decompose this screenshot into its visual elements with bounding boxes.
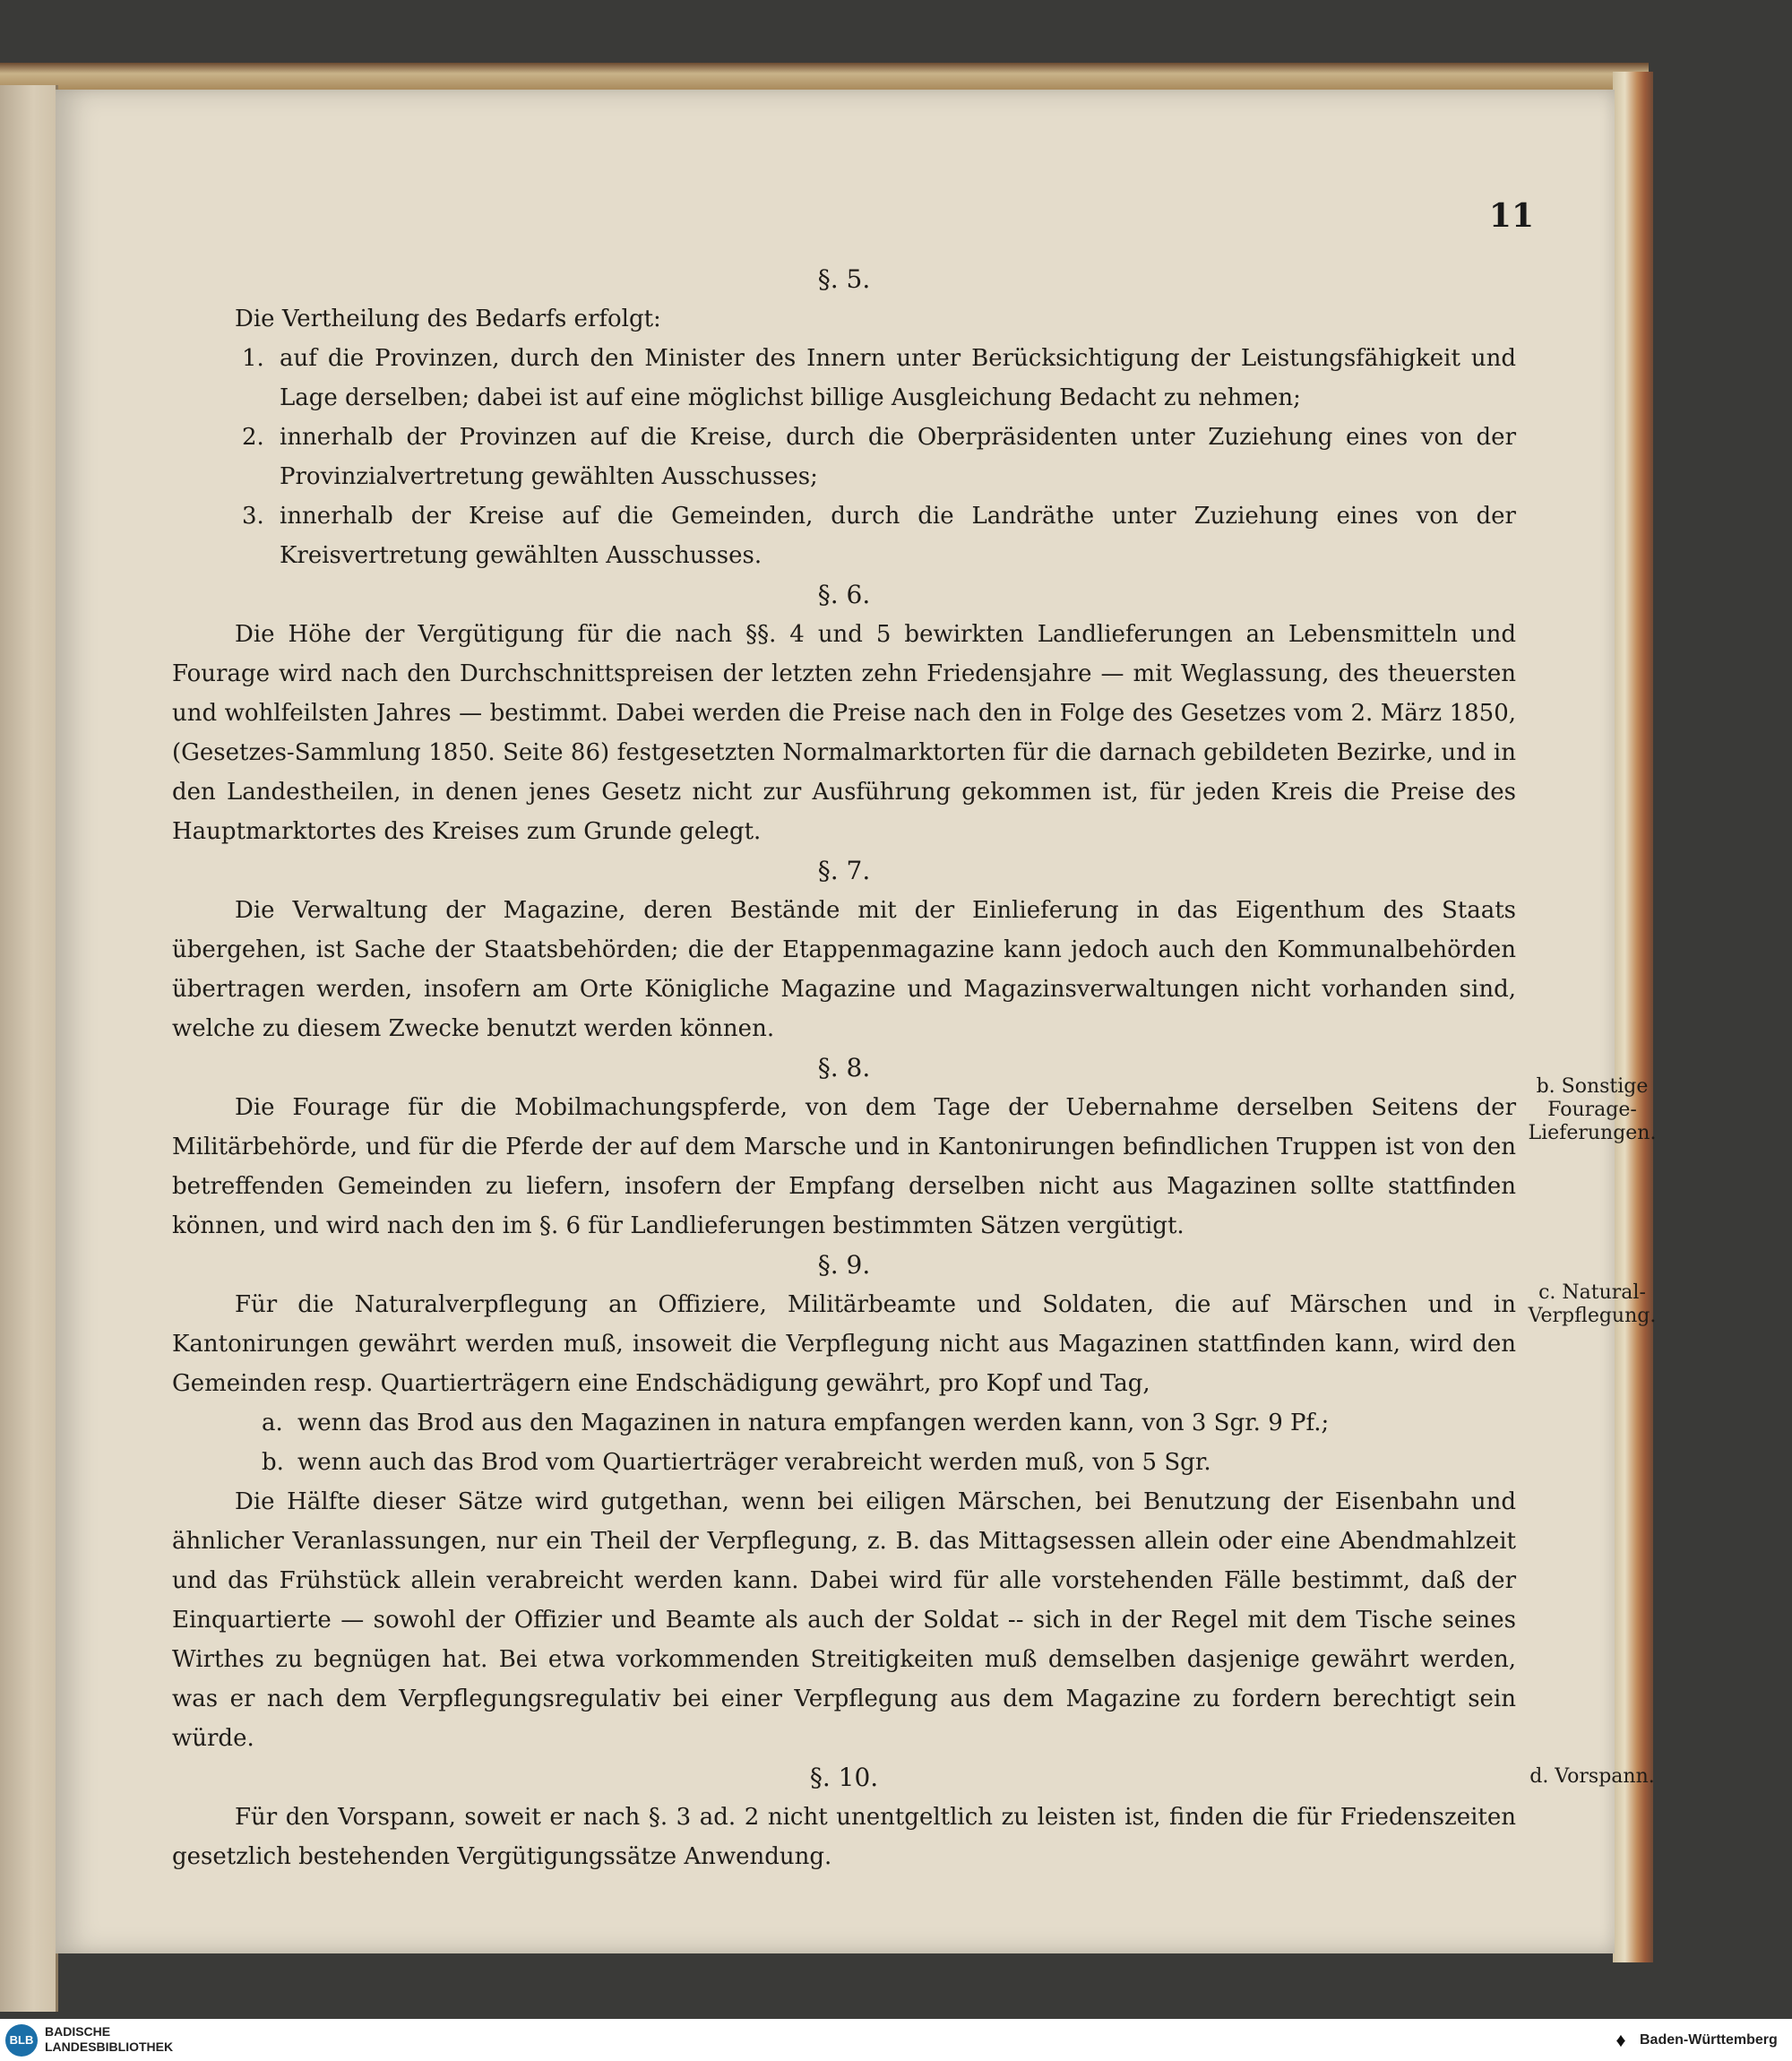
section-heading: §. 10.	[809, 1763, 879, 1792]
book-right-edge	[1613, 72, 1653, 1962]
list-number: 3.	[242, 503, 264, 530]
list-letter: a.	[262, 1410, 283, 1436]
list-text: wenn auch das Brod vom Quartierträger verabreicht werden muß, von 5 Sgr.	[297, 1449, 1211, 1476]
paragraph: Die Höhe der Vergütigung für die nach §§. 4 und 5 bewirkten Landlieferungen an Lebensmitteln und Fourage wird nach den Durchschnittspreisen der letzten zehn Friedensjahre — mit Weglassung, des theuersten und wohlfeilsten Jahres — bestimmt. Dabei werden die Preise nach den in Folge des Gesetzes vom 2. März 1850, (Gesetzes-Sammlung 1850. Seite 86) festgesetzten Normalmarktorten für die darnach gebildeten Bezirke, und in den Landestheilen, in denen jenes Gesetz nicht zur Ausführung gekommen ist, für jeden Kreis die Preise des Hauptmarktortes des Kreises zum Grunde gelegt.	[172, 621, 1516, 845]
list-text: auf die Provinzen, durch den Minister des Innern unter Berücksichtigung der Leistungsfähigkeit und Lage derselben; dabei ist auf eine möglichst billige Ausgleichung Bedacht zu nehmen;	[280, 345, 1516, 411]
stag-coat-of-arms-icon[interactable]: ♦	[1615, 2029, 1626, 2051]
book-top-edge	[0, 63, 1649, 90]
page-text	[172, 260, 1516, 1876]
margin-note: c. Natural-Verpflegung.	[1528, 1281, 1657, 1327]
margin-note: b. Sonstige Fourage-Lieferungen.	[1528, 1075, 1657, 1144]
viewer-footer	[0, 2019, 1792, 2061]
list-text: innerhalb der Kreise auf die Gemeinden, durch die Landräthe unter Zuziehung eines von der Kreisvertretung gewählten Ausschusses.	[280, 503, 1516, 569]
paragraph: Die Fourage für die Mobilmachungspferde, von dem Tage der Uebernahme derselben Seitens der Militärbehörde, und für die Pferde der auf dem Marsche und in Kantonirungen befindlichen Truppen ist von den betreffenden Gemeinden zu liefern, insofern der Empfang derselben nicht aus Magazinen sollte stattfinden können, und wird nach den im §. 6 für Landlieferungen bestimmten Sätzen vergütigt.	[172, 1094, 1516, 1239]
list-item	[172, 418, 1516, 496]
blb-logo-icon[interactable]: BLB	[5, 2024, 38, 2057]
list-item	[172, 1403, 1516, 1443]
margin-note: d. Vorspann.	[1529, 1765, 1655, 1788]
section-heading: §. 5.	[817, 264, 871, 294]
paragraph: Die Vertheilung des Bedarfs erfolgt:	[235, 306, 661, 332]
paragraph: Die Verwaltung der Magazine, deren Bestände mit der Einlieferung in das Eigenthum des Staats übergehen, ist Sache der Staatsbehörden; die der Etappenmagazine kann jedoch auch den Kommunalbehörden übertragen werden, insofern am Orte Königliche Magazine und Magazinsverwaltungen nicht vorhanden sind, welche zu diesem Zwecke benutzt werden können.	[172, 897, 1516, 1042]
section-heading: §. 6.	[817, 580, 871, 609]
list-item	[172, 1443, 1516, 1482]
page-number: 11	[1488, 197, 1534, 235]
left-page-edge	[0, 85, 58, 2012]
library-name-line: LANDESBIBLIOTHEK	[45, 2039, 174, 2054]
section-heading: §. 8.	[817, 1053, 871, 1082]
library-name-line: BADISCHE	[45, 2024, 111, 2039]
library-name[interactable]	[45, 2024, 173, 2055]
paragraph: Für die Naturalverpflegung an Offiziere, Militärbeamte und Soldaten, die auf Märschen und in Kantonirungen gewährt werden muß, insoweit die Verpflegung nicht aus Magazinen stattfinden kann, wird den Gemeinden resp. Quartierträgern eine Endschädigung gewährt, pro Kopf und Tag,	[172, 1291, 1516, 1397]
list-text: innerhalb der Provinzen auf die Kreise, durch die Oberpräsidenten unter Zuziehung eines von der Provinzialvertretung gewählten Ausschusses;	[280, 424, 1516, 490]
enumerated-list	[172, 339, 1516, 575]
enumerated-list	[172, 1403, 1516, 1482]
state-name[interactable]: Baden-Württemberg	[1640, 2032, 1778, 2048]
list-letter: b.	[262, 1449, 284, 1476]
scanned-page	[56, 90, 1657, 1953]
list-number: 2.	[242, 424, 264, 451]
list-text: wenn das Brod aus den Magazinen in natura empfangen werden kann, von 3 Sgr. 9 Pf.;	[297, 1410, 1330, 1436]
section-heading: §. 9.	[817, 1250, 871, 1280]
section-heading: §. 7.	[817, 856, 871, 885]
paragraph: Die Hälfte dieser Sätze wird gutgethan, wenn bei eiligen Märschen, bei Benutzung der Eisenbahn und ähnlicher Veranlassungen, nur ein Theil der Verpflegung, z. B. das Mittagsessen allein oder eine Abendmahlzeit und das Frühstück allein verabreicht werden kann. Dabei wird für alle vorstehenden Fälle bestimmt, daß der Einquartierte — sowohl der Offizier und Beamte als auch der Soldat -- sich in der Regel mit dem Tische seines Wirthes zu begnügen hat. Bei etwa vorkommenden Streitigkeiten muß demselben dasjenige gewährt werden, was er nach dem Verpflegungsregulativ bei einer Verpflegung aus dem Magazine zu fordern berechtigt sein würde.	[172, 1488, 1516, 1752]
list-item	[172, 496, 1516, 575]
list-item	[172, 339, 1516, 418]
paragraph: Für den Vorspann, soweit er nach §. 3 ad. 2 nicht unentgeltlich zu leisten ist, finden die für Friedenszeiten gesetzlich bestehenden Vergütigungssätze Anwendung.	[172, 1804, 1516, 1870]
list-number: 1.	[242, 345, 264, 372]
